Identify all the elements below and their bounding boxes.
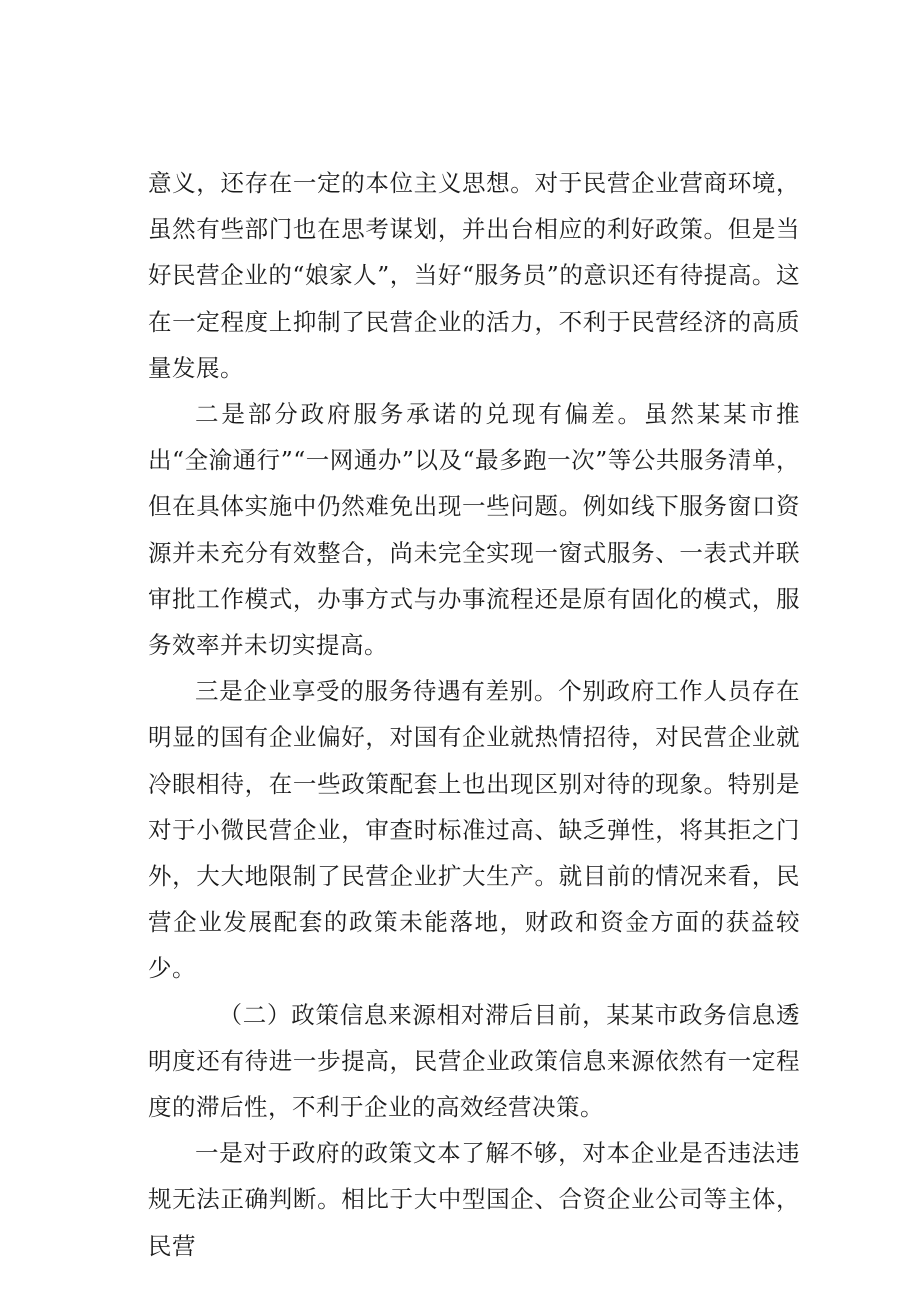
paragraph-first-point: 一是对于政府的政策文本了解不够，对本企业是否违法违规无法正确判断。相比于大中型国企、合资企业公司等主体，民营 [148, 1139, 800, 1260]
paragraph-continued: 意义，还存在一定的本位主义思想。对于民营企业营商环境，虽然有些部门也在思考谋划，并出台相应的利好政策。但是当好民营企业的“娘家人”，当好“服务员”的意识还有待提高。这在一定程度上抑制了民营企业的活力，不利于民营经济的高质量发展。 [148, 169, 800, 382]
paragraph-third-point: 三是企业享受的服务待遇有差别。个别政府工作人员存在明显的国有企业偏好，对国有企业就热情招待，对民营企业就冷眼相待，在一些政策配套上也出现区别对待的现象。特别是对于小微民营企业，审查时标准过高、缺乏弹性，将其拒之门外，大大地限制了民营企业扩大生产。就目前的情况来看，民营企业发展配套的政策未能落地，财政和资金方面的获益较少。 [148, 677, 800, 983]
paragraph-second-point: 二是部分政府服务承诺的兑现有偏差。虽然某某市推出“全渝通行”“一网通办”以及“最多跑一次”等公共服务清单，但在具体实施中仍然难免出现一些问题。例如线下服务窗口资源并未充分有效整合，尚未完全实现一窗式服务、一表式并联审批工作模式，办事方式与办事流程还是原有固化的模式，服务效率并未切实提高。 [148, 400, 800, 660]
document-body [148, 160, 800, 1269]
paragraph-section-heading: （二）政策信息来源相对滞后目前，某某市政务信息透明度还有待进一步提高，民营企业政策信息来源依然有一定程度的滞后性，不利于企业的高效经营决策。 [148, 1000, 800, 1122]
